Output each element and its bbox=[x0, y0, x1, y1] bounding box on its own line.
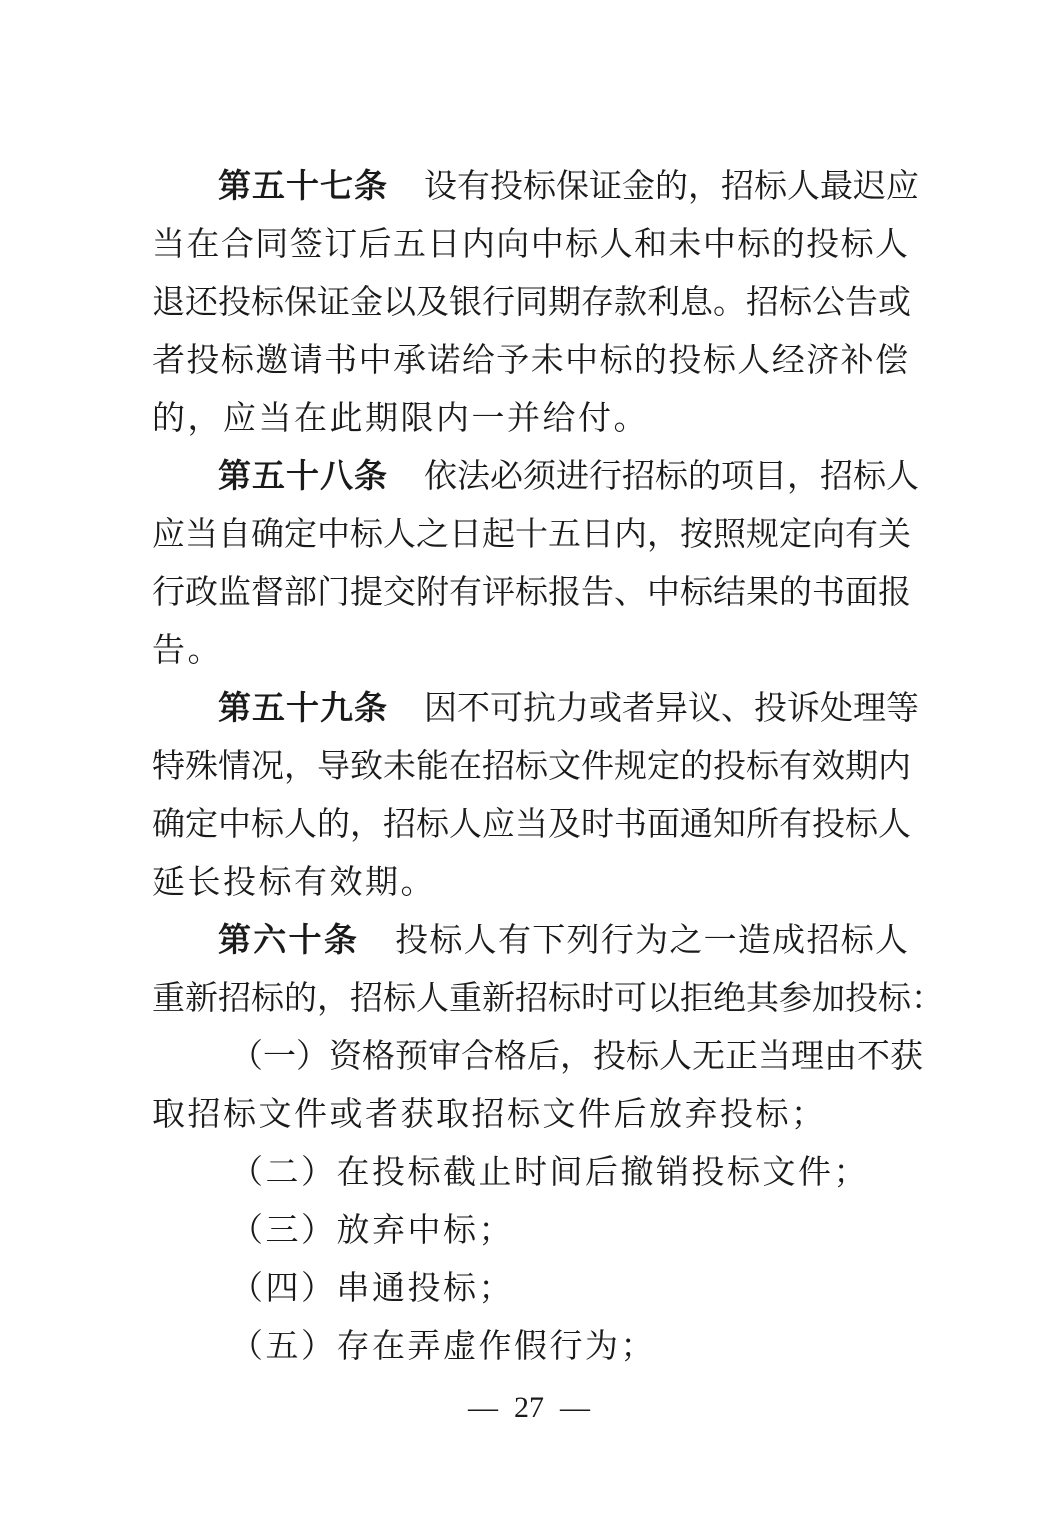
footer-dash-right: — bbox=[560, 1391, 590, 1424]
list-item-1-number: （一） bbox=[230, 1036, 329, 1075]
list-item-1-line-2: 取招标文件或者获取招标文件后放弃投标； bbox=[152, 1094, 827, 1133]
list-item-2-number: （二） bbox=[230, 1152, 337, 1191]
article-60-heading: 第六十条 bbox=[218, 920, 360, 959]
article-57-line-2: 当在合同签订后五日内向中标人和未中标的投标人 bbox=[152, 224, 908, 263]
article-59-heading: 第五十九条 bbox=[218, 688, 388, 727]
list-item-5-number: （五） bbox=[230, 1326, 337, 1365]
article-57-line-1 bbox=[218, 166, 919, 206]
article-58-line-2: 应当自确定中标人之日起十五日内，按照规定向有关 bbox=[152, 514, 911, 553]
list-item-2 bbox=[230, 1152, 908, 1192]
list-item-4-text: 串通投标； bbox=[336, 1268, 514, 1307]
article-60-text-1: 投标人有下列行为之一造成招标人 bbox=[395, 920, 909, 959]
article-57-heading: 第五十七条 bbox=[218, 166, 388, 205]
page-number: 27 bbox=[514, 1391, 544, 1424]
article-59-line-4: 延长投标有效期。 bbox=[152, 862, 436, 901]
article-59-line-1 bbox=[218, 688, 919, 728]
article-59-line-3: 确定中标人的，招标人应当及时书面通知所有投标人 bbox=[152, 804, 911, 843]
article-59-text-1: 因不可抗力或者异议、投诉处理等 bbox=[424, 688, 919, 727]
list-item-1-text: 资格预审合格后，投标人无正当理由不获 bbox=[329, 1036, 923, 1075]
footer-dash-left: — bbox=[468, 1391, 498, 1424]
article-58-line-1 bbox=[218, 456, 919, 496]
article-58-heading: 第五十八条 bbox=[218, 456, 388, 495]
article-60-line-1 bbox=[218, 920, 908, 960]
list-item-3-text: 放弃中标； bbox=[336, 1210, 514, 1249]
list-item-5-text: 存在弄虚作假行为； bbox=[336, 1326, 656, 1365]
article-57-line-4: 者投标邀请书中承诺给予未中标的投标人经济补偿 bbox=[152, 340, 908, 379]
article-58-text-1: 依法必须进行招标的项目，招标人 bbox=[424, 456, 919, 495]
article-57-text-1: 设有投标保证金的，招标人最迟应 bbox=[424, 166, 919, 205]
list-item-3 bbox=[230, 1210, 908, 1250]
article-57-line-5: 的，应当在此期限内一并给付。 bbox=[152, 398, 649, 437]
page-footer bbox=[0, 1388, 1058, 1428]
list-item-2-text: 在投标截止时间后撤销投标文件； bbox=[336, 1152, 869, 1191]
article-57-line-3: 退还投标保证金以及银行同期存款利息。招标公告或 bbox=[152, 282, 911, 321]
list-item-3-number: （三） bbox=[230, 1210, 337, 1249]
article-58-line-4: 告。 bbox=[152, 630, 223, 669]
list-item-4 bbox=[230, 1268, 908, 1308]
list-item-5 bbox=[230, 1326, 908, 1366]
article-58-line-3: 行政监督部门提交附有评标报告、中标结果的书面报 bbox=[152, 572, 911, 611]
article-59-line-2: 特殊情况，导致未能在招标文件规定的投标有效期内 bbox=[152, 746, 911, 785]
list-item-4-number: （四） bbox=[230, 1268, 337, 1307]
article-60-line-2: 重新招标的，招标人重新招标时可以拒绝其参加投标： bbox=[152, 978, 944, 1017]
list-item-1-line-1 bbox=[230, 1036, 923, 1076]
